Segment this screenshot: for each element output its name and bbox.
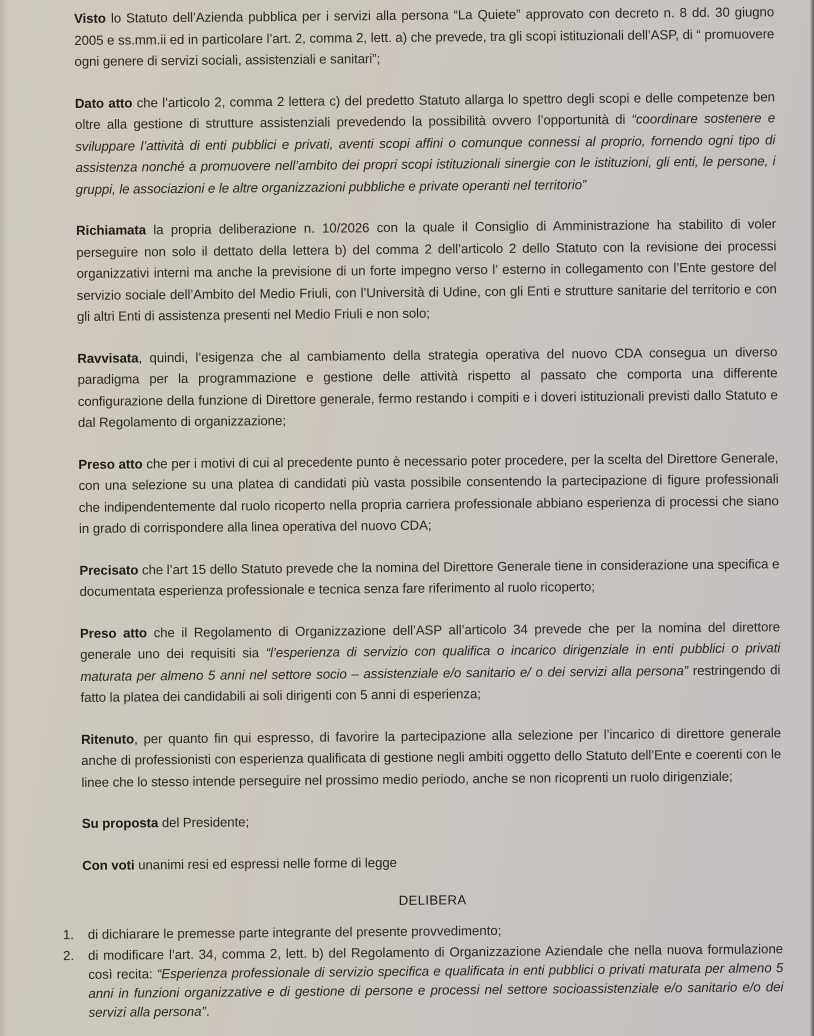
paragraph-lead: Ritenuto: [80, 730, 135, 747]
paragraph-text: , quindi, l’esigenza che al cambiamento della strategia operativa del nuovo CDA consegua un diverso paradigma per la programmazione e gestione delle attività rispetto al passato che comporta una differente configurazione della funzione di Direttore generale, fermo restando i compiti e i doveri istituzionali previsti dallo Statuto e dal Regolamento di organizzazione;: [77, 343, 778, 430]
decision-number: 1.: [62, 927, 74, 943]
document-page: [62, 1, 784, 1024]
paragraph-lead: Ravvisata: [77, 349, 139, 366]
paragraph-precisato: [79, 553, 779, 603]
paragraph-text: che l’art 15 dello Statuto prevede che la nomina del Direttore Generale tiene in considerazione una specifica e documentata esperienza professionale e tecnica senza fare riferimento al ruolo ricoperto;: [79, 555, 780, 599]
decisions-list: [62, 918, 784, 1022]
paragraph-lead: Con voti: [82, 856, 135, 873]
paragraph-visto: [74, 1, 775, 72]
paragraph-text: unanimi resi ed espressi nelle forme di legge: [134, 854, 397, 872]
delibera-heading: DELIBERA: [398, 892, 467, 908]
paragraph-quote: “coordinare sostenere e sviluppare l’attività di enti pubblici e privati, aventi scopi affini o comunque connessi al proprio, fornendo ogni tipo di assistenza nonché a promuovere nell’ambito dei propri scopi istituzionali sinergie con le istituzioni, gli enti, le persone, i gruppi, le associazioni e le altre organizzazioni pubbliche e private operanti nel territorio”: [75, 110, 776, 197]
paragraph-lead: Dato atto: [74, 94, 133, 111]
paragraph-text: che l’articolo 2, comma 2 lettera c) del predetto Statuto allarga lo spettro degli scopi e delle competenze ben oltre alla gestione di strutture assistenziali prevedendo la possibilità ovvero l’opportunità di: [75, 88, 775, 132]
decision-text: di modificare l’art. 34, comma 2, lett. b) del Regolamento di Organizzazione Aziendale che nella nuova formulazione così recita:: [88, 941, 784, 982]
paper-left-edge: [0, 0, 8, 1036]
paragraph-text: che il Regolamento di Organizzazione dell’ASP all’articolo 34 prevede che per la nomina del direttore generale uno dei requisiti sia: [80, 618, 781, 662]
paragraph-richiamata: [76, 213, 777, 327]
paragraph-text: che per i motivi di cui al precedente punto è necessario poter procedere, per la scelta del Direttore Generale, con una selezione su una platea di candidati più vasta possibile consentendo la partecipazione di figure professionali che indipendentemente dal ruolo ricoperto nella propria carriera professionale abbiano esperienza di processi che siano in grado di corrispondere alla linea operativa del nuovo CDA;: [78, 449, 779, 536]
paragraph-text: del Presidente;: [158, 814, 250, 831]
paragraph-lead: Preso atto: [79, 624, 148, 641]
paper-right-edge: [810, 0, 814, 1036]
paragraph-con-voti: [82, 848, 782, 876]
paragraph-su-proposta: [82, 806, 782, 834]
paragraph-dato-atto: [75, 86, 776, 200]
decision-text: di dichiarare le premesse parte integrante del presente provvedimento;: [87, 922, 502, 942]
paragraph-text: , per quanto fin qui espresso, di favorire la partecipazione alla selezione per l’incarico di direttore generale anche di professionisti con esperienza qualificata di gestione negli ambiti oggetto dello Statuto dell’Ente e coerenti con le linee che lo stesso intende perseguire nel prossimo medio periodo, anche se non ricoprenti un ruolo dirigenziale;: [81, 724, 782, 790]
decision-quote: “Esperienza professionale di servizio specifica e qualificata in enti pubblici o privati maturata per almeno 5 anni in funzioni organizzative e di gestione di persone e processi nel settore socioassistenziale e/o sanitario e/o dei servizi alla persona”: [88, 960, 784, 1020]
paragraph-lead: Richiamata: [76, 222, 147, 238]
paragraph-quote: “l’esperienza di servizio con qualifica o incarico dirigenziale in enti pubblici o privati maturata per almeno 5 anni nel settore socio – assistenziale e/o sanitario e/ o dei servizi alla persona”: [80, 640, 781, 684]
paragraph-text: la propria deliberazione n. 10/2026 con la quale il Consiglio di Amministrazione ha stabilito di voler perseguire non solo il dettato della lettera b) del comma 2 dell’articolo 2 dello Statuto con la revisione dei processi organizzativi interni ma anche la previsione di un forte impegno verso l’ esterno in collegamento con l’Ente gestore del servizio sociale dell’Ambito del Medio Friuli, con l’Università di Udine, con gli Enti e strutture sanitarie del territorio e con gli altri Enti di assistenza presenti nel Medio Friuli e non solo;: [76, 216, 777, 324]
paragraph-lead: Preso atto: [78, 455, 143, 472]
paragraph-tail: restringendo di fatto la platea dei candidabili ai soli dirigenti con 5 anni di esperienza;: [80, 661, 781, 705]
decision-tail: .: [205, 1003, 210, 1019]
paragraph-text: lo Statuto dell’Azienda pubblica per i servizi alla persona “La Quiete” approvato con decreto n. 8 dd. 30 giugno 2005 e ss.mm.ii ed in particolare l’art. 2, comma 2, lett. a) che prevede, tra gli scopi istituzionali dell’ASP, di “ promuovere ogni genere di servizi sociali, assistenziali e sanitari”;: [74, 4, 775, 69]
paragraph-ravvisata: [77, 341, 778, 434]
paragraph-lead: Precisato: [79, 561, 139, 578]
paragraph-lead: Su proposta: [81, 815, 159, 831]
decision-number: 2.: [63, 948, 75, 964]
decision-item: [63, 939, 784, 1022]
paragraph-ritenuto: [81, 722, 782, 793]
paragraph-lead: Visto: [74, 10, 106, 26]
paragraph-preso-atto-1: [78, 447, 779, 540]
paragraph-preso-atto-2: [80, 616, 781, 709]
